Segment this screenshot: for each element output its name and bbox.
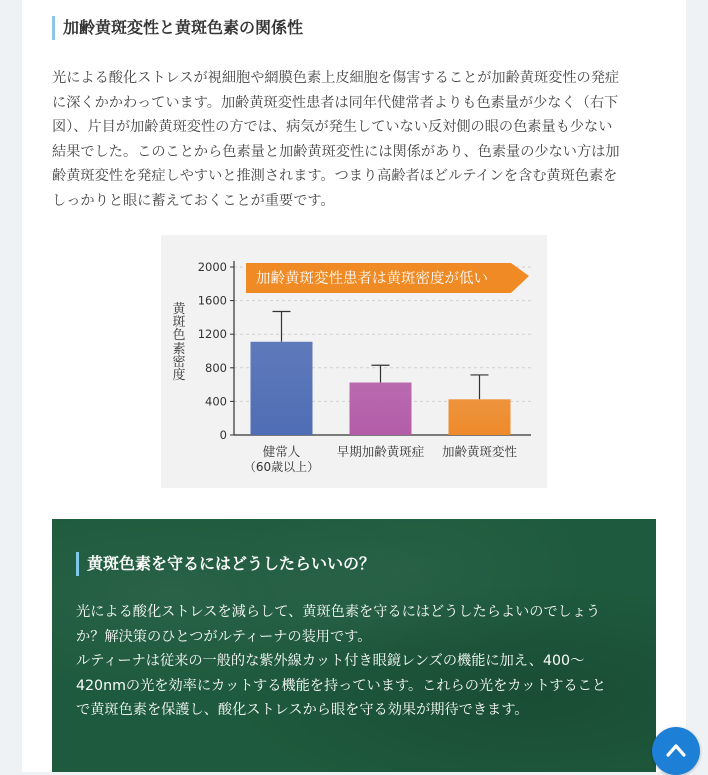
x-category-label: 健常人 (262, 444, 301, 459)
paragraph-line: 結果でした。このことから色素量と加齢黄斑変性には関係があり、色素量の少ない方は加 (52, 143, 620, 160)
paragraph-line: 齢黄斑変性を発症しやすいと推測されます。つまり高齢者ほどルテインを含む黄斑色素を (52, 168, 618, 185)
protect-section-heading: 黄斑色素を守るにはどうしたらいいの？ (76, 552, 375, 576)
bar (350, 383, 412, 436)
paragraph-line: ルティーナは従来の一般的な紫外線カット付き眼鏡レンズの機能に加え、400〜 (76, 653, 585, 670)
y-tick-label: 1600 (197, 293, 227, 308)
paragraph-line: しっかりと眼に蓄えておくことが重要です。 (52, 192, 335, 209)
y-tick-label: 400 (205, 394, 227, 409)
paragraph-line: 光による酸化ストレスを減らして、黄斑色素を守るにはどうしたらよいのでしょう (76, 604, 601, 620)
scroll-to-top-button[interactable] (652, 727, 700, 775)
y-tick-label: 800 (205, 360, 227, 375)
macular-pigment-chart (161, 235, 547, 488)
bar (449, 399, 511, 435)
chart-svg (161, 235, 547, 488)
bar (251, 342, 313, 435)
paragraph-line: か？解決策のひとつがルティーナの装用です。 (76, 628, 372, 645)
x-category-sublabel: （60歳以上） (243, 460, 320, 474)
paragraph-line: 420nmの光を効率にカットする機能を持っています。これらの光をカットすること (76, 677, 606, 694)
x-category-label: 加齢黄斑変性 (441, 444, 518, 459)
chart-y-axis-label: 黄斑色素密度 (172, 302, 186, 384)
chart-title: 加齢黄斑変性患者は黄斑密度が低い (256, 271, 488, 287)
paragraph-line: 光による酸化ストレスが視細胞や網膜色素上皮細胞を傷害することが加齢黄斑変性の発症 (52, 70, 620, 86)
section-heading: 加齢黄斑変性と黄斑色素の関係性 (52, 16, 303, 40)
protect-section-paragraph (76, 600, 636, 723)
paragraph-line: 図）、片目が加齢黄斑変性の方では、病気が発生していない反対側の眼の色素量も少ない (52, 119, 613, 136)
paragraph-line: に深くかかわっています。加齢黄斑変性患者は同年代健常者よりも色素量が少なく（右下 (52, 94, 619, 111)
article-paragraph (52, 66, 652, 214)
y-tick-label: 0 (219, 428, 227, 442)
y-tick-label: 1200 (197, 327, 227, 342)
paragraph-line: で黄斑色素を保護し、酸化ストレスから眼を守る効果が期待できます。 (76, 702, 529, 719)
y-tick-label: 2000 (197, 260, 227, 274)
x-category-label: 早期加齢黄斑症 (336, 444, 425, 459)
chevron-up-icon (664, 739, 688, 763)
